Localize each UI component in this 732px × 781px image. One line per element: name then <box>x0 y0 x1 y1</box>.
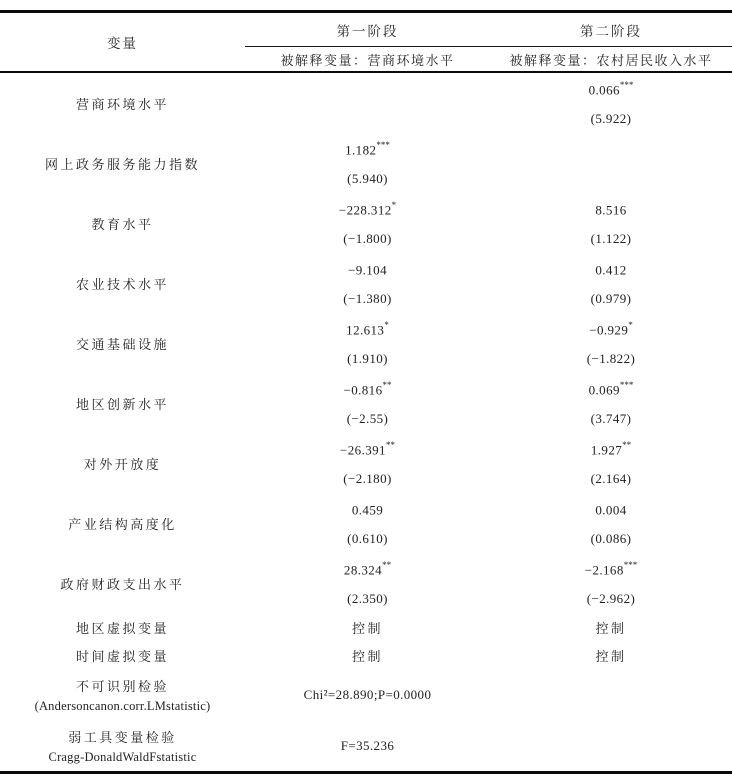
significance-stars: ** <box>385 440 395 450</box>
table-row <box>0 313 732 373</box>
coefficient-value: 0.066*** <box>588 80 634 98</box>
variable-label: 时间虚拟变量 <box>75 648 169 664</box>
significance-stars: ** <box>622 440 632 450</box>
coefficient-value: 28.324** <box>343 560 392 578</box>
test-label-cn: 弱工具变量检验 <box>68 730 177 745</box>
variable-label: 政府财政支出水平 <box>60 576 185 592</box>
empty-cell <box>490 669 732 721</box>
table-header <box>0 13 732 71</box>
t-statistic: (5.922) <box>590 111 632 126</box>
t-statistic: (−1.800) <box>343 231 392 246</box>
header-stage2-dependent: 被解释变量：农村居民收入水平 <box>509 52 713 68</box>
test-statistic: Chi²=28.890;P=0.0000 <box>303 687 432 702</box>
table-row <box>0 493 732 553</box>
coefficient-value: 1.927** <box>590 440 632 458</box>
coefficient-value: 0.459 <box>351 502 384 518</box>
coefficient-value: 12.613* <box>346 320 389 338</box>
t-statistic: (0.086) <box>590 531 632 546</box>
t-statistic: (2.350) <box>347 591 388 606</box>
coefficient-value: −0.929* <box>589 320 633 338</box>
variable-label: 地区虚拟变量 <box>75 620 169 636</box>
test-label-en: (Andersoncanon.corr.LMstatistic) <box>34 699 211 713</box>
significance-stars: *** <box>376 140 390 150</box>
t-statistic: (5.940) <box>347 171 388 186</box>
variable-label: 农业技术水平 <box>75 276 169 292</box>
t-statistic: (−1.380) <box>343 291 392 306</box>
stage1-cell <box>245 133 490 193</box>
stage1-cell <box>245 493 490 553</box>
coefficient-value: 0.412 <box>595 262 627 278</box>
coefficient-value: −9.104 <box>348 262 387 278</box>
significance-stars: *** <box>619 380 634 390</box>
table-row <box>0 721 732 771</box>
header-stage1-dependent: 被解释变量：营商环境水平 <box>280 52 455 68</box>
t-statistic: (1.122) <box>590 231 632 246</box>
table-row <box>0 373 732 433</box>
table-row <box>0 253 732 313</box>
variable-label: 网上政务服务能力指数 <box>44 156 200 172</box>
t-statistic: (0.979) <box>590 291 632 306</box>
stage2-control: 控制 <box>595 620 627 636</box>
variable-label: 教育水平 <box>91 216 154 232</box>
header-stage2: 第二阶段 <box>490 13 732 47</box>
significance-stars: * <box>384 320 389 330</box>
t-statistic: (3.747) <box>590 411 632 426</box>
coefficient-value: −26.391** <box>340 440 395 458</box>
table-row <box>0 553 732 613</box>
test-statistic: F=35.236 <box>340 738 395 753</box>
coefficient-value: 1.182*** <box>345 140 390 158</box>
test-label-cn: 不可识别检验 <box>75 679 169 694</box>
empty-cell <box>490 721 732 771</box>
variable-label: 产业结构高度化 <box>68 516 177 532</box>
stage2-control: 控制 <box>595 648 627 664</box>
significance-stars: *** <box>623 560 638 570</box>
t-statistic: (2.164) <box>590 471 632 486</box>
t-statistic: (1.910) <box>347 351 388 366</box>
stage1-cell <box>245 553 490 613</box>
variable-label: 对外开放度 <box>83 456 162 472</box>
t-statistic: (−2.180) <box>343 471 392 486</box>
stage1-control: 控制 <box>351 648 383 664</box>
stage2-cell <box>490 253 732 313</box>
stage1-cell <box>245 433 490 493</box>
stage2-cell <box>490 73 732 133</box>
stage2-cell <box>490 193 732 253</box>
significance-stars: * <box>391 200 397 210</box>
t-statistic: (0.610) <box>347 531 388 546</box>
variable-label: 营商环境水平 <box>75 96 169 112</box>
table-row <box>0 613 732 641</box>
header-stage1: 第一阶段 <box>245 13 490 47</box>
significance-stars: * <box>628 320 633 330</box>
t-statistic: (−2.962) <box>586 591 636 606</box>
stage2-cell <box>490 493 732 553</box>
stage1-cell <box>245 73 490 133</box>
stage1-control: 控制 <box>351 620 383 636</box>
stage2-cell <box>490 133 732 193</box>
coefficient-value: 8.516 <box>595 202 627 218</box>
stage2-cell <box>490 313 732 373</box>
variable-label: 地区创新水平 <box>75 396 169 412</box>
table-row <box>0 669 732 721</box>
significance-stars: ** <box>382 560 392 570</box>
table-row <box>0 73 732 133</box>
significance-stars: *** <box>619 80 634 90</box>
table-bottom-rule <box>0 771 732 774</box>
stage1-cell <box>245 193 490 253</box>
table-row <box>0 641 732 669</box>
variable-label: 交通基础设施 <box>75 336 169 352</box>
coefficient-value: 0.069*** <box>588 380 634 398</box>
significance-stars: ** <box>382 380 392 390</box>
coefficient-value: −0.816** <box>343 380 392 398</box>
table-row <box>0 433 732 493</box>
stage1-cell <box>245 253 490 313</box>
test-label <box>0 721 245 771</box>
coefficient-value: −2.168*** <box>584 560 638 578</box>
test-label-en: Cragg-DonaldWaldFstatistic <box>48 750 197 764</box>
coefficient-value: 0.004 <box>595 502 627 518</box>
test-label <box>0 669 245 721</box>
coefficient-value: −228.312* <box>338 200 397 218</box>
stage2-cell <box>490 553 732 613</box>
t-statistic: (−2.55) <box>346 411 389 426</box>
stage2-cell <box>490 373 732 433</box>
table-row <box>0 193 732 253</box>
stage1-cell <box>245 313 490 373</box>
stage1-cell <box>245 373 490 433</box>
t-statistic: (−1.822) <box>586 351 636 366</box>
header-variable: 变量 <box>107 36 138 51</box>
table-row <box>0 133 732 193</box>
stage2-cell <box>490 433 732 493</box>
